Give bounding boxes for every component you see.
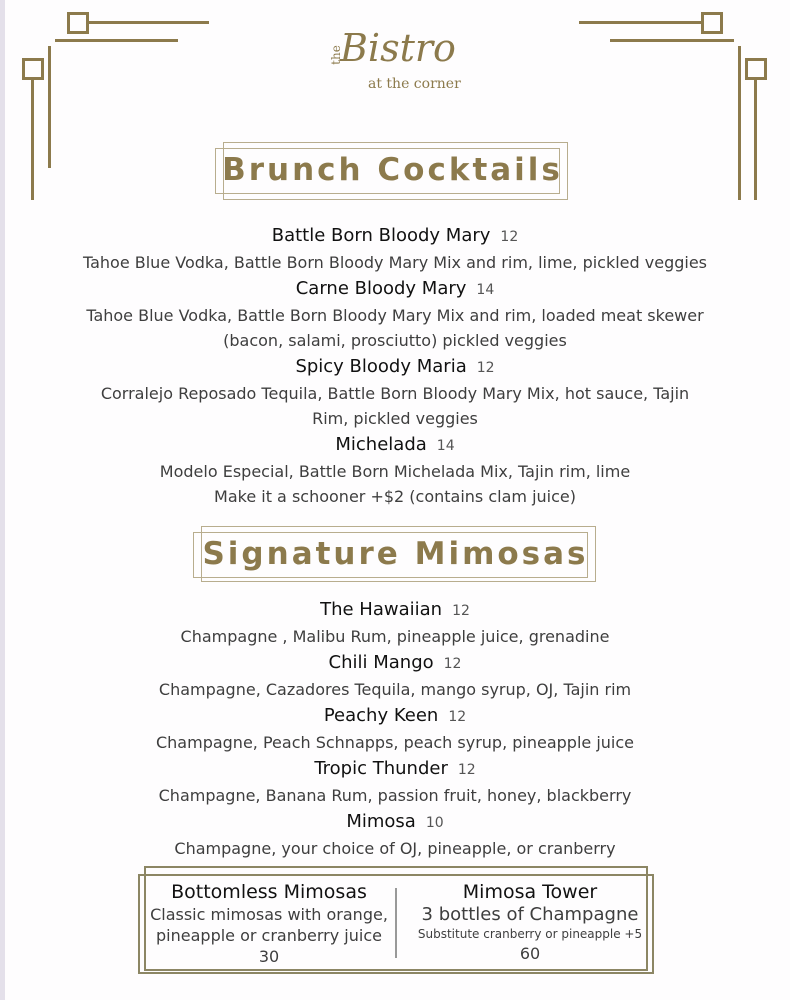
menu-item — [0, 354, 790, 431]
menu-item — [0, 223, 790, 275]
item-title-row — [0, 432, 790, 459]
item-description: Rim, pickled veggies — [312, 409, 478, 428]
section-heading-brunch-cocktails — [215, 142, 570, 202]
item-title-row — [0, 809, 790, 836]
signature-mimosas-list — [0, 596, 790, 861]
item-description: Tahoe Blue Vodka, Battle Born Bloody Mary Mix and rim, loaded meat skewer — [86, 306, 704, 325]
item-name: Michelada — [335, 434, 427, 455]
special-name: Mimosa Tower — [462, 881, 598, 903]
item-name: Battle Born Bloody Mary — [271, 225, 491, 246]
special-price: 60 — [519, 944, 541, 963]
special-desc: pineapple or cranberry juice — [156, 926, 382, 945]
special-price: 30 — [258, 947, 280, 966]
item-price: 12 — [457, 762, 476, 778]
menu-item — [0, 756, 790, 808]
item-description: Champagne, Banana Rum, passion fruit, honey, blackberry — [158, 786, 632, 805]
special-note: Substitute cranberry or pineapple +5 — [417, 927, 643, 941]
item-name: Carne Bloody Mary — [295, 278, 467, 299]
special-mimosa-tower — [400, 880, 660, 965]
item-description: Champagne , Malibu Rum, pineapple juice, grenadine — [180, 627, 610, 646]
section-title: Signature Mimosas — [202, 536, 589, 572]
item-description: Champagne, Cazadores Tequila, mango syrup, OJ, Tajin rim — [158, 680, 632, 699]
item-price: 12 — [443, 656, 462, 672]
menu-item — [0, 276, 790, 353]
item-description: Make it a schooner +$2 (contains clam juice) — [214, 487, 576, 506]
item-price: 14 — [436, 438, 455, 454]
item-price: 14 — [476, 282, 495, 298]
item-description: Modelo Especial, Battle Born Michelada Mix, Tajin rim, lime — [159, 462, 631, 481]
menu-item — [0, 432, 790, 509]
item-title-row — [0, 650, 790, 677]
item-description: Tahoe Blue Vodka, Battle Born Bloody Mary Mix and rim, lime, pickled veggies — [82, 253, 708, 272]
item-name: Peachy Keen — [323, 705, 439, 726]
item-price: 10 — [425, 815, 444, 831]
menu-item — [0, 703, 790, 755]
item-title-row — [0, 597, 790, 624]
logo-name: Bistro — [340, 26, 456, 70]
item-title-row — [0, 223, 790, 250]
item-name: Mimosa — [346, 811, 416, 832]
item-description: Champagne, Peach Schnapps, peach syrup, pineapple juice — [155, 733, 634, 752]
item-title-row — [0, 354, 790, 381]
special-bottomless-mimosas — [144, 880, 394, 968]
logo-tagline: at the corner — [368, 76, 461, 92]
special-desc: Classic mimosas with orange, — [150, 905, 388, 924]
item-description: (bacon, salami, prosciutto) pickled veggies — [223, 331, 567, 350]
item-price: 12 — [448, 709, 467, 725]
item-title-row — [0, 756, 790, 783]
section-title: Brunch Cocktails — [222, 152, 563, 188]
item-name: Spicy Bloody Maria — [295, 356, 467, 377]
item-name: The Hawaiian — [320, 599, 443, 620]
item-price: 12 — [452, 603, 470, 619]
bistro-logo — [320, 18, 480, 98]
section-heading-signature-mimosas — [193, 526, 598, 586]
menu-item — [0, 809, 790, 861]
specials-box — [138, 866, 658, 974]
item-price: 12 — [476, 360, 495, 376]
menu-item — [0, 650, 790, 702]
special-name: Bottomless Mimosas — [171, 881, 367, 903]
brunch-cocktails-list — [0, 222, 790, 509]
item-name: Chili Mango — [328, 652, 434, 673]
item-price: 12 — [500, 229, 519, 245]
item-title-row — [0, 276, 790, 303]
item-name: Tropic Thunder — [314, 758, 448, 779]
item-description: Champagne, your choice of OJ, pineapple, or cranberry — [174, 839, 616, 858]
item-title-row — [0, 703, 790, 730]
menu-item — [0, 597, 790, 649]
special-desc: 3 bottles of Champagne — [421, 904, 639, 925]
item-description: Corralejo Reposado Tequila, Battle Born Bloody Mary Mix, hot sauce, Tajin — [100, 384, 690, 403]
logo-the: the — [328, 45, 343, 65]
